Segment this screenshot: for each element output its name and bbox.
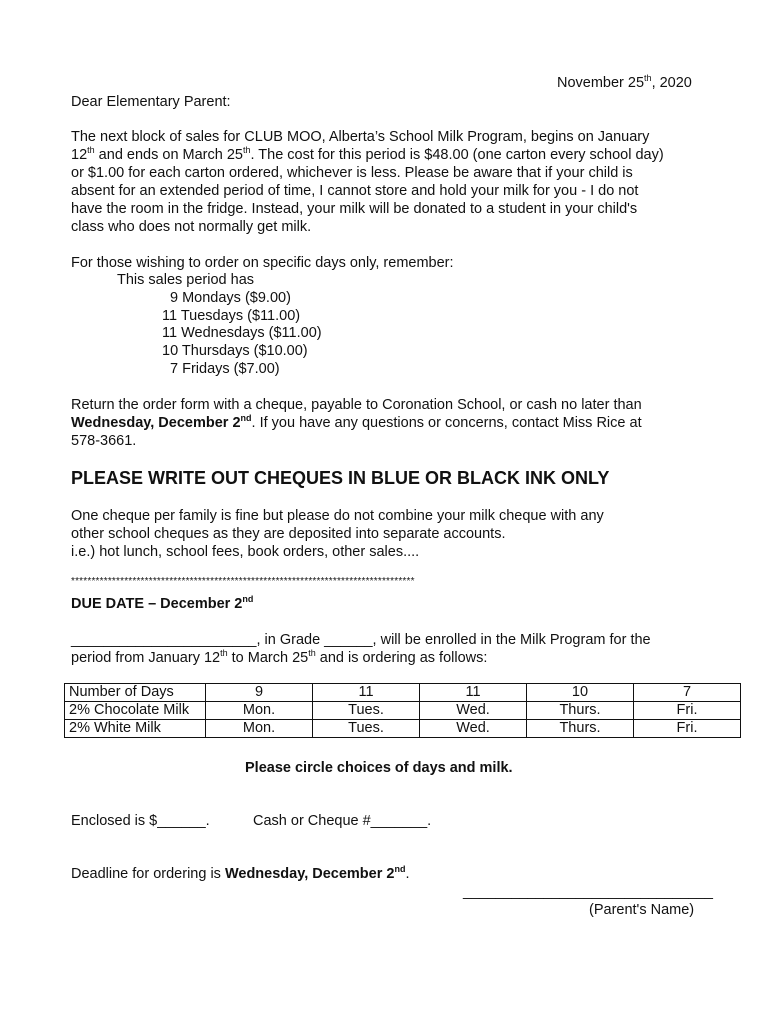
table-cell[interactable]: Mon. [206, 720, 313, 738]
intro-line-2 [71, 146, 664, 164]
salutation: Dear Elementary Parent: [71, 94, 231, 110]
return-line-2 [71, 414, 642, 432]
deadline-end: . [405, 866, 410, 882]
cheque-line-1: One cheque per family is fine but please do not combine your milk cheque with any [71, 508, 604, 524]
table-row-label: Number of Days [65, 684, 206, 702]
intro-line-3: or $1.00 for each carton ordered, whichever is less. Please be aware that if your child is [71, 165, 633, 181]
table-cell[interactable]: Tues. [313, 702, 420, 720]
cheque-heading: PLEASE WRITE OUT CHEQUES IN BLUE OR BLACK INK ONLY [71, 468, 610, 488]
date-text: November 25 [557, 75, 645, 91]
table-cell: 11 [313, 684, 420, 702]
table-cell: 7 [634, 684, 741, 702]
table-cell: 11 [420, 684, 527, 702]
deadline-sup: nd [394, 864, 406, 875]
due-date-sup: nd [242, 594, 254, 605]
return-line-1: Return the order form with a cheque, payable to Coronation School, or cash no later than [71, 397, 642, 413]
table-cell: 10 [527, 684, 634, 702]
return-deadline-sup: nd [240, 413, 252, 424]
day-fridays: 7 Fridays ($7.00) [170, 361, 280, 377]
intro-l2sup1: th [87, 145, 95, 156]
intro-line-5: have the room in the fridge. Instead, your milk will be donated to a student in your child's [71, 201, 638, 217]
table-row [65, 720, 741, 738]
separator-line: ************************************************************************************ [71, 576, 415, 587]
day-wednesdays: 11 Wednesdays ($11.00) [162, 325, 322, 341]
intro-l2c: . The cost for this period is $48.00 (one carton every school day) [250, 147, 664, 163]
specific-line-1: For those wishing to order on specific days only, remember: [71, 255, 454, 271]
table-row-label: 2% Chocolate Milk [65, 702, 206, 720]
circle-note: Please circle choices of days and milk. [245, 760, 513, 776]
table-cell[interactable]: Mon. [206, 702, 313, 720]
enroll-line-1[interactable]: _______________________, in Grade ______, will be enrolled in the Milk Program for the [71, 632, 651, 648]
enroll-l2c: and is ordering as follows: [315, 650, 488, 666]
table-cell: 9 [206, 684, 313, 702]
intro-line-1: The next block of sales for CLUB MOO, Alberta’s School Milk Program, begins on January [71, 129, 650, 145]
letter-date [557, 75, 692, 91]
cash-or-cheque[interactable]: Cash or Cheque #_______. [253, 813, 432, 829]
enclosed-amount[interactable]: Enclosed is $______. [71, 813, 210, 829]
table-row [65, 702, 741, 720]
table-cell[interactable]: Wed. [420, 702, 527, 720]
enroll-line-2 [71, 649, 487, 667]
date-year: , 2020 [651, 75, 692, 91]
cheque-line-2: other school cheques as they are deposited into separate accounts. [71, 526, 506, 542]
enroll-l2b: to March 25 [227, 650, 309, 666]
return-l2rest: . If you have any questions or concerns, contact Miss Rice at [251, 415, 642, 431]
day-thursdays: 10 Thursdays ($10.00) [162, 343, 308, 359]
table-cell[interactable]: Fri. [634, 720, 741, 738]
table-cell[interactable]: Tues. [313, 720, 420, 738]
intro-l2b: and ends on March 25 [94, 147, 243, 163]
day-tuesdays: 11 Tuesdays ($11.00) [162, 308, 301, 324]
intro-l2sup2: th [242, 145, 251, 156]
return-deadline-bold: Wednesday, December 2 [71, 415, 241, 431]
signature-label: (Parent's Name) [589, 902, 695, 918]
table-cell[interactable]: Wed. [420, 720, 527, 738]
deadline-text: Deadline for ordering is [71, 866, 225, 882]
table-cell[interactable]: Fri. [634, 702, 741, 720]
enroll-l2a: period from January 12 [71, 650, 221, 666]
order-table [64, 683, 741, 738]
table-row [65, 684, 741, 702]
due-date-text: DUE DATE – December 2 [71, 596, 243, 612]
cheque-line-3: i.e.) hot lunch, school fees, book orders, other sales.... [71, 544, 420, 560]
table-cell[interactable]: Thurs. [527, 702, 634, 720]
table-cell[interactable]: Thurs. [527, 720, 634, 738]
enroll-l2sup2: th [308, 648, 316, 659]
deadline-note [71, 866, 410, 882]
intro-l2a: 12 [71, 147, 88, 163]
enroll-l2sup1: th [220, 648, 228, 659]
day-mondays: 9 Mondays ($9.00) [170, 290, 291, 306]
intro-line-6: class who does not normally get milk. [71, 219, 312, 235]
specific-line-2: This sales period has [117, 272, 255, 288]
due-date [71, 596, 253, 612]
date-sup: th [644, 73, 652, 84]
signature-line[interactable]: _______________________________ [463, 884, 713, 900]
deadline-bold: Wednesday, December 2 [224, 866, 395, 882]
return-line-3: 578-3661. [71, 433, 137, 449]
intro-line-4: absent for an extended period of time, I cannot store and hold your milk for you - I do not [71, 183, 639, 199]
table-row-label: 2% White Milk [65, 720, 206, 738]
